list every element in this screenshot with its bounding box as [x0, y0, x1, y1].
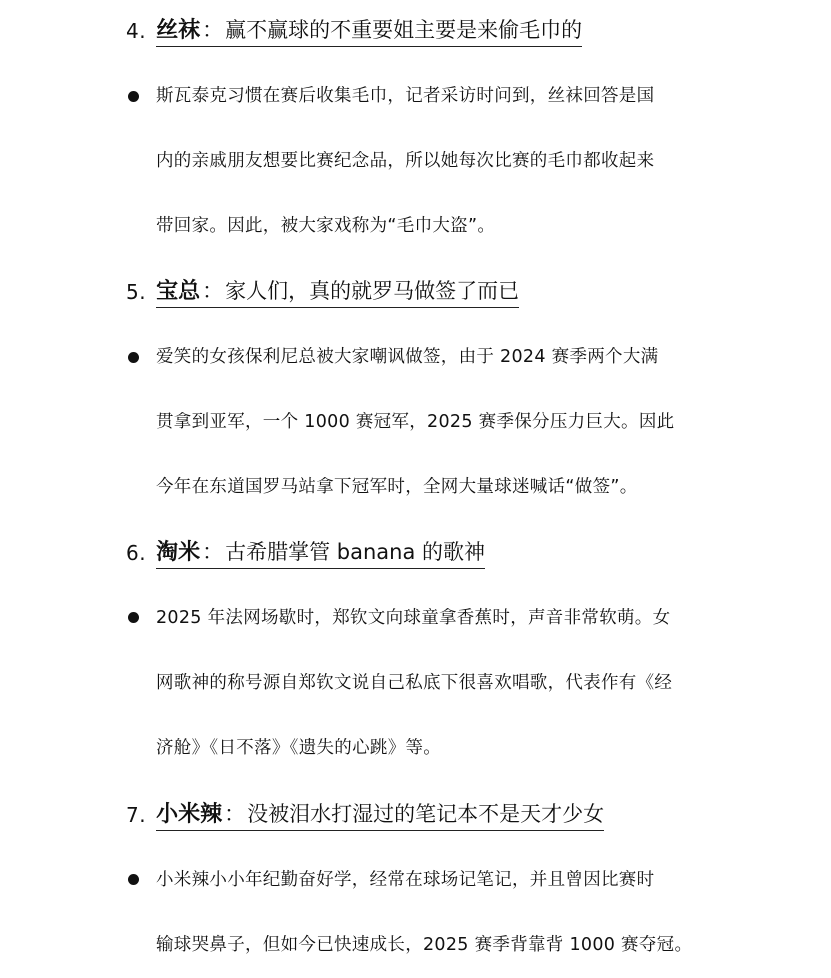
paragraph-line: 今年在东道国罗马站拿下冠军时，全网大量球迷喊话“做签”。 — [156, 477, 638, 497]
section-heading — [126, 533, 485, 573]
title-separator: ： — [224, 801, 246, 826]
paragraph-line: 贯拿到亚军，一个 1000 赛冠军，2025 赛季保分压力巨大。因此 — [156, 412, 675, 432]
section-number: 4. — [126, 19, 147, 43]
paragraph-line: 2025 年法网场歇时，郑钦文向球童拿香蕉时，声音非常软萌。女 — [156, 608, 671, 628]
title-text: 家人们，真的就罗马做签了而已 — [225, 278, 520, 303]
section-title — [156, 538, 485, 569]
section-title — [156, 277, 519, 308]
nickname: 丝袜 — [156, 17, 201, 43]
section-heading — [126, 272, 519, 312]
section-heading — [126, 795, 604, 835]
section-paragraph — [156, 64, 712, 259]
section-number: 6. — [126, 541, 147, 565]
nickname: 淘米 — [156, 539, 201, 565]
paragraph-line: 输球哭鼻子，但如今已快速成长，2025 赛季背靠背 1000 赛夺冠。 — [156, 935, 693, 955]
paragraph-line: 带回家。因此，被大家戏称为“毛巾大盗”。 — [156, 216, 496, 236]
section-title — [156, 800, 604, 831]
title-text: 古希腊掌管 banana 的歌神 — [225, 539, 486, 564]
bullet-dot — [128, 612, 139, 623]
paragraph-line: 小米辣小小年纪勤奋好学，经常在球场记笔记，并且曾因比赛时 — [156, 870, 655, 890]
bullet-dot — [128, 874, 139, 885]
title-text: 赢不赢球的不重要姐主要是来偷毛巾的 — [225, 17, 583, 42]
title-separator: ： — [202, 539, 224, 564]
paragraph-line: 爱笑的女孩保利尼总被大家嘲讽做签，由于 2024 赛季两个大满 — [156, 347, 659, 367]
nickname: 小米辣 — [156, 801, 223, 827]
section-number: 5. — [126, 280, 147, 304]
bullet-dot — [128, 91, 139, 102]
paragraph-line: 网歌神的称号源自郑钦文说自己私底下很喜欢唱歌，代表作有《经 — [156, 673, 673, 693]
section-paragraph — [156, 848, 712, 978]
section-paragraph — [156, 586, 712, 781]
nickname: 宝总 — [156, 278, 201, 304]
section-number: 7. — [126, 803, 147, 827]
paragraph-line: 斯瓦泰克习惯在赛后收集毛巾，记者采访时问到，丝袜回答是国 — [156, 86, 655, 106]
section-heading — [126, 11, 582, 51]
bullet-dot — [128, 352, 139, 363]
title-text: 没被泪水打湿过的笔记本不是天才少女 — [247, 801, 605, 826]
title-separator: ： — [202, 17, 224, 42]
section-paragraph — [156, 325, 712, 520]
title-separator: ： — [202, 278, 224, 303]
paragraph-line: 内的亲戚朋友想要比赛纪念品，所以她每次比赛的毛巾都收起来 — [156, 151, 655, 171]
section-title — [156, 16, 582, 47]
paragraph-line: 济舱》《日不落》《遗失的心跳》等。 — [156, 738, 442, 758]
